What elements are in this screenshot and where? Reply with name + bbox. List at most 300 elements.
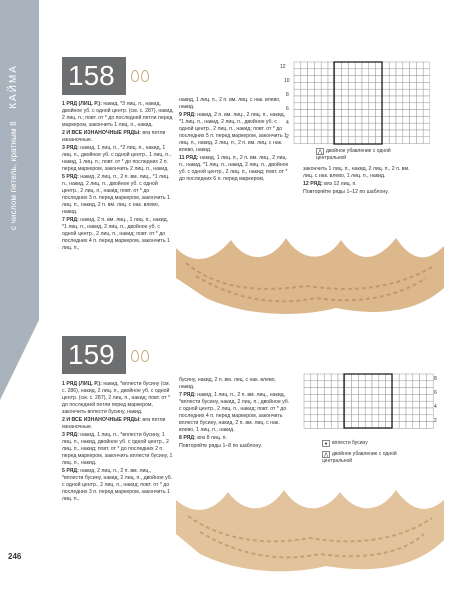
chart-cell	[308, 76, 315, 83]
chart-cell	[294, 76, 301, 83]
chart-cell	[324, 422, 331, 429]
chart-cell	[403, 62, 410, 69]
chart-cell	[348, 69, 355, 76]
chart-cell	[372, 374, 379, 381]
chart-cell	[369, 123, 376, 130]
chart-cell	[294, 62, 301, 69]
chart-cell	[308, 103, 315, 110]
chart-cell	[392, 401, 399, 408]
chart-cell	[376, 123, 383, 130]
chart-cell	[358, 381, 365, 388]
chart-cell	[314, 69, 321, 76]
chart-cell	[321, 89, 328, 96]
side-sub: с числом петель, кратным 8	[9, 121, 18, 230]
chart-cell	[416, 130, 423, 137]
instruction: 11 РЯД: накид, 1 лиц. п., 2 п. вм. лиц., 2 лиц. п., накид, *1 лиц. п., накид, 2 лиц. п., двойное уб. с одной центр., 2 лиц. п., накид; повт. от * до последних 6 п. перед маркером,	[179, 155, 289, 182]
chart-cell	[369, 96, 376, 103]
chart-cell	[382, 82, 389, 89]
chart-cell	[426, 374, 433, 381]
chart-cell	[362, 103, 369, 110]
chart-cell	[416, 110, 423, 117]
pattern-number-158: 158	[62, 57, 126, 95]
chart-cell	[335, 96, 342, 103]
legend-label: вплести бусину	[332, 440, 368, 446]
chart-cell	[416, 62, 423, 69]
chart-cell	[382, 76, 389, 83]
chart-cell	[372, 401, 379, 408]
instruction: 3 РЯД: накид, 1 лиц. п., *2 лиц. п., накид, 1 лиц. п., двойное уб. с одной центр., 1 лиц. п., накид, 1 лиц. п.; повт. от * до последних 2 п. перед маркером, закончить 2 лиц. п., накид.	[62, 145, 171, 172]
chart-cell	[314, 82, 321, 89]
chart-cell	[318, 381, 325, 388]
chart-cell	[345, 422, 352, 429]
chart-cell	[318, 388, 325, 395]
chart-cell	[321, 110, 328, 117]
row-number: 6	[434, 390, 437, 396]
chart-cell	[318, 394, 325, 401]
chart-cell	[301, 89, 308, 96]
chart-cell	[423, 116, 430, 123]
chart-cell	[362, 69, 369, 76]
chart-cell	[342, 110, 349, 117]
chart-cell	[389, 62, 396, 69]
chart-cell	[410, 137, 417, 144]
chart-cell	[318, 422, 325, 429]
chart-cell	[392, 381, 399, 388]
chart-cell	[379, 415, 386, 422]
chart-cell	[426, 388, 433, 395]
chart-cell	[420, 422, 427, 429]
chart-cell	[301, 76, 308, 83]
chart-cell	[399, 422, 406, 429]
chart-cell	[348, 116, 355, 123]
chart-cell	[423, 76, 430, 83]
chart-cell	[399, 374, 406, 381]
instruction: Повторяйте ряды 1–8 по шаблону.	[179, 443, 262, 449]
chart-cell	[369, 116, 376, 123]
chart-cell	[403, 110, 410, 117]
p158-column-3	[303, 166, 421, 197]
chart-cell	[318, 415, 325, 422]
chart-cell	[321, 76, 328, 83]
side-label	[8, 64, 19, 230]
chart-cell	[294, 137, 301, 144]
chart-cell	[331, 422, 338, 429]
chart-cell	[362, 82, 369, 89]
chart-cell	[379, 422, 386, 429]
chart-cell	[321, 62, 328, 69]
chart-cell	[396, 123, 403, 130]
chart-cell	[386, 381, 393, 388]
chart-cell	[416, 116, 423, 123]
chart-cell	[362, 137, 369, 144]
chart-cell	[294, 103, 301, 110]
row-number: 2	[434, 418, 437, 424]
chart-cell	[314, 62, 321, 69]
chart-cell	[382, 103, 389, 110]
chart-cell	[386, 415, 393, 422]
chart-cell	[324, 415, 331, 422]
chart-cell	[294, 69, 301, 76]
chart-cell	[304, 388, 311, 395]
chart-cell	[406, 415, 413, 422]
chart-cell	[410, 62, 417, 69]
chart-cell	[396, 137, 403, 144]
chart-cell	[321, 103, 328, 110]
chart-cell	[413, 388, 420, 395]
instruction: бусину, накид, 2 п. вм. лиц. с нак. влево, накид.	[179, 377, 276, 390]
chart-grid	[294, 62, 430, 144]
chart-cell	[399, 415, 406, 422]
chart-cell	[410, 110, 417, 117]
chart-cell	[392, 422, 399, 429]
chart-cell	[416, 89, 423, 96]
chart-cell	[392, 374, 399, 381]
chart-cell	[301, 62, 308, 69]
chart-cell	[406, 374, 413, 381]
chart-cell	[416, 82, 423, 89]
chart-cell	[335, 137, 342, 144]
chart-cell	[335, 82, 342, 89]
chart-cell	[335, 89, 342, 96]
row-number: 12	[280, 64, 286, 70]
chart-cell	[324, 388, 331, 395]
chart-cell	[389, 137, 396, 144]
chart-cell	[301, 103, 308, 110]
instruction: 5 РЯД: накид, 2 лиц. п., 2 п. вм. лиц., *вплести бусину, накид, 2 лиц. п., двойное уб. с одной центр., 2 лиц. п., накид; повт. от * до последних 3 п. перед маркером, закончить 1 лиц. п.,	[62, 468, 173, 502]
chart-cell	[396, 62, 403, 69]
chart-cell	[331, 415, 338, 422]
chart-cell	[294, 89, 301, 96]
chart-cell	[382, 110, 389, 117]
chart-cell	[314, 96, 321, 103]
chart-cell	[403, 82, 410, 89]
chart-cell	[314, 137, 321, 144]
chart-cell	[335, 76, 342, 83]
chart-cell	[372, 422, 379, 429]
chart-cell	[369, 110, 376, 117]
chart-cell	[365, 422, 372, 429]
chart-cell	[423, 69, 430, 76]
chart-cell	[376, 89, 383, 96]
chart-cell	[314, 89, 321, 96]
p159-column-2	[179, 377, 291, 451]
chart-cell	[321, 137, 328, 144]
instruction: 12 РЯД: вяз 12 лиц. п.	[303, 181, 357, 187]
chart-cell	[396, 76, 403, 83]
chart-cell	[355, 76, 362, 83]
chart-cell	[355, 103, 362, 110]
side-title: КАЙМА	[8, 64, 19, 109]
chart-cell	[426, 401, 433, 408]
chart-cell	[318, 401, 325, 408]
chart-cell	[311, 401, 318, 408]
chart-cell	[301, 69, 308, 76]
chart-cell	[331, 381, 338, 388]
chart-cell	[376, 130, 383, 137]
chart-cell	[403, 103, 410, 110]
chart-cell	[342, 123, 349, 130]
chart-cell	[342, 130, 349, 137]
chart-cell	[362, 130, 369, 137]
chart-cell	[386, 408, 393, 415]
chart-cell	[399, 401, 406, 408]
instruction: 8 РЯД: вяз 8 лиц. п.	[179, 435, 227, 441]
chart-cell	[403, 76, 410, 83]
legend-label: двойное убавление с одной центральной	[316, 148, 391, 161]
chart-cell	[426, 422, 433, 429]
chart-cell	[403, 137, 410, 144]
chart-cell	[311, 422, 318, 429]
row-number: 2	[286, 134, 289, 140]
chart-cell	[396, 116, 403, 123]
chart-cell	[348, 137, 355, 144]
chart-cell	[376, 96, 383, 103]
chart-cell	[304, 394, 311, 401]
chart-cell	[365, 415, 372, 422]
chart-cell	[331, 408, 338, 415]
chart-cell	[355, 89, 362, 96]
chart-cell	[406, 388, 413, 395]
chart-cell	[304, 422, 311, 429]
instruction: 1 РЯД (ЛИЦ. Р.): накид, *3 лиц. п., накид, двойное уб. с одной центр. (см. с. 287), накид, 2 лиц. п.; повт. от * до последней петли перед маркером, закончить 1 лиц. п., накид.	[62, 101, 174, 128]
chart-cell	[389, 69, 396, 76]
chart-cell	[314, 130, 321, 137]
chart-cell	[352, 408, 359, 415]
chart-cell	[345, 394, 352, 401]
chart-cell	[416, 76, 423, 83]
chart-cell	[392, 415, 399, 422]
chart-cell	[369, 89, 376, 96]
chart-cell	[358, 401, 365, 408]
chart-cell	[389, 103, 396, 110]
chart-cell	[324, 374, 331, 381]
chart-cell	[399, 381, 406, 388]
chart-cell	[389, 82, 396, 89]
chart-cell	[382, 137, 389, 144]
chart-cell	[365, 394, 372, 401]
chart-cell	[348, 110, 355, 117]
instruction: закончить 1 лиц. п., накид, 2 лиц. п., 2 п. вм. лиц. с нак. влево, 1 лиц. п., накид.	[303, 166, 410, 179]
chart-cell	[311, 415, 318, 422]
chart-cell	[358, 408, 365, 415]
row-number: 6	[286, 106, 289, 112]
chart-cell	[348, 96, 355, 103]
chart-cell	[423, 110, 430, 117]
chart-cell	[301, 116, 308, 123]
chart-cell	[426, 381, 433, 388]
instruction: 1 РЯД (ЛИЦ. Р.): накид, *вплести бусину (см. с. 286), накид, 2 лиц. п., двойное уб. с одной центр. (см. с. 287), 2 лиц. п., накид; повт. от * до последней петли перед маркером, закончить вплести бусину, накид.	[62, 381, 171, 415]
chart-cell	[331, 394, 338, 401]
chart-cell	[416, 137, 423, 144]
chart-cell	[420, 381, 427, 388]
chart-cell	[321, 123, 328, 130]
chart-cell	[389, 110, 396, 117]
legend-label: двойное убавление с одной центральной	[322, 451, 397, 464]
chart-cell	[379, 401, 386, 408]
chart-cell	[294, 82, 301, 89]
chart-cell	[413, 381, 420, 388]
chart-cell	[416, 69, 423, 76]
chart-cell	[342, 62, 349, 69]
chart-cell	[376, 76, 383, 83]
chart-cell	[389, 96, 396, 103]
chart-cell	[348, 62, 355, 69]
chart-cell	[423, 96, 430, 103]
chart-cell	[345, 374, 352, 381]
chart-cell	[355, 137, 362, 144]
chart-cell	[362, 89, 369, 96]
chart-cell	[396, 89, 403, 96]
chart-cell	[362, 62, 369, 69]
chart-cell	[294, 130, 301, 137]
chart-grid	[304, 374, 433, 428]
chart-cell	[423, 137, 430, 144]
p158-swatch-photo	[176, 228, 444, 318]
chart-cell	[413, 422, 420, 429]
chart-cell	[410, 130, 417, 137]
chart-cell	[358, 388, 365, 395]
chart-cell	[301, 123, 308, 130]
double-decrease-icon: ⋀	[323, 452, 329, 458]
chart-cell	[342, 76, 349, 83]
chart-cell	[358, 422, 365, 429]
p158-column-1	[62, 101, 174, 253]
chart-cell	[369, 76, 376, 83]
chart-cell	[369, 82, 376, 89]
chart-cell	[324, 394, 331, 401]
chart-cell	[382, 96, 389, 103]
chart-cell	[294, 110, 301, 117]
chart-cell	[345, 408, 352, 415]
chart-cell	[308, 130, 315, 137]
chart-cell	[406, 381, 413, 388]
instruction: 7 РЯД: накид, 2 п. вм. лиц., 1 лиц. п., накид, *1 лиц. п., накид, 2 лиц. п., двойное уб. с одной центр., 2 лиц. п., накид; повт. от * до последних 4 п. перед маркером, закончить 1 лиц. п.,	[62, 217, 170, 251]
chart-cell	[321, 69, 328, 76]
chart-cell	[314, 110, 321, 117]
chart-cell	[301, 110, 308, 117]
p159-swatch-photo	[176, 478, 444, 578]
chart-cell	[403, 96, 410, 103]
chart-cell	[331, 401, 338, 408]
chart-cell	[342, 82, 349, 89]
chart-cell	[355, 82, 362, 89]
instruction: 7 РЯД: накид, 1 лиц. п., 2 п. вм. лиц., накид, *вплести бусину, накид, 2 лиц. п., двойное уб. с одной центр., 2 лиц. п., накид; повт. от * до последних 4 п. перед маркером, закончить вплести бусину, накид, 2 п. вм. лиц. с нак. влево, 1 лиц. п., накид.	[179, 392, 290, 433]
chart-cell	[308, 89, 315, 96]
chart-cell	[335, 62, 342, 69]
row-number: 4	[286, 120, 289, 126]
instruction: 9 РЯД: накид, 2 п. вм. лиц., 2 лиц. п., накид, *1 лиц. п., накид, 2 лиц. п., двойное уб. с одной центр., 2 лиц. п., накид; повт. от * до последних 5 п. перед маркером, закончить 1 лиц. п., накид, 2 лиц. п., 2 п. вм. лиц. с нак. влево, накид.	[179, 112, 287, 153]
chart-cell	[386, 374, 393, 381]
chart-cell	[324, 381, 331, 388]
chart-cell	[355, 62, 362, 69]
chart-cell	[365, 388, 372, 395]
chart-cell	[403, 116, 410, 123]
chart-cell	[352, 422, 359, 429]
leaf-icon	[141, 350, 149, 362]
chart-cell	[386, 394, 393, 401]
chart-cell	[420, 415, 427, 422]
chart-cell	[369, 62, 376, 69]
chart-cell	[308, 137, 315, 144]
chart-cell	[379, 388, 386, 395]
chart-cell	[311, 374, 318, 381]
chart-cell	[410, 103, 417, 110]
chart-cell	[396, 130, 403, 137]
chart-cell	[294, 116, 301, 123]
chart-cell	[416, 123, 423, 130]
chart-cell	[376, 69, 383, 76]
chart-cell	[379, 381, 386, 388]
chart-cell	[345, 415, 352, 422]
chart-cell	[318, 374, 325, 381]
chart-cell	[410, 116, 417, 123]
chart-cell	[348, 123, 355, 130]
chart-cell	[335, 130, 342, 137]
chart-cell	[355, 116, 362, 123]
chart-cell	[423, 62, 430, 69]
chart-cell	[372, 394, 379, 401]
pattern-number-159: 159	[62, 336, 126, 374]
chart-cell	[321, 130, 328, 137]
chart-cell	[406, 394, 413, 401]
chart-cell	[342, 103, 349, 110]
chart-cell	[382, 69, 389, 76]
chart-cell	[382, 116, 389, 123]
chart-cell	[345, 381, 352, 388]
chart-cell	[308, 69, 315, 76]
chart-cell	[314, 116, 321, 123]
chart-cell	[308, 116, 315, 123]
chart-cell	[376, 110, 383, 117]
chart-cell	[426, 394, 433, 401]
chart-cell	[308, 82, 315, 89]
chart-cell	[355, 130, 362, 137]
chart-cell	[324, 401, 331, 408]
chart-cell	[396, 96, 403, 103]
chart-cell	[345, 401, 352, 408]
chart-cell	[304, 408, 311, 415]
chart-cell	[362, 96, 369, 103]
p159-legend	[322, 440, 422, 464]
instruction: Повторяйте ряды 1–12 по шаблону.	[303, 189, 389, 195]
chart-cell	[413, 408, 420, 415]
chart-cell	[396, 110, 403, 117]
chart-cell	[301, 96, 308, 103]
chart-cell	[410, 123, 417, 130]
chart-cell	[355, 110, 362, 117]
double-decrease-icon: ⋀	[317, 149, 323, 155]
chart-cell	[410, 96, 417, 103]
chart-cell	[396, 103, 403, 110]
chart-cell	[382, 130, 389, 137]
chart-cell	[376, 62, 383, 69]
chart-cell	[348, 130, 355, 137]
chart-cell	[416, 103, 423, 110]
chart-cell	[389, 116, 396, 123]
chart-cell	[348, 103, 355, 110]
chart-cell	[342, 96, 349, 103]
chart-cell	[410, 76, 417, 83]
p158-legend	[316, 148, 416, 161]
chart-cell	[352, 401, 359, 408]
chart-cell	[355, 69, 362, 76]
chart-cell	[318, 408, 325, 415]
chart-cell	[348, 76, 355, 83]
chart-cell	[392, 394, 399, 401]
chart-cell	[413, 374, 420, 381]
chart-cell	[352, 388, 359, 395]
row-number: 8	[434, 376, 437, 382]
